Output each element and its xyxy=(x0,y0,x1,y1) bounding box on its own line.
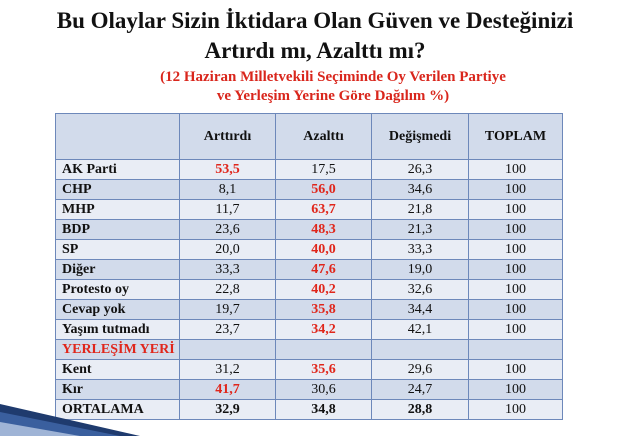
row-label: Kent xyxy=(56,360,180,380)
table-row xyxy=(56,220,563,240)
cell-total: 100 xyxy=(469,400,563,420)
cell-increased: 11,7 xyxy=(180,200,276,220)
cell-unchanged: 42,1 xyxy=(372,320,469,340)
table-row xyxy=(56,240,563,260)
cell-increased: 31,2 xyxy=(180,360,276,380)
results-table xyxy=(55,113,563,420)
slide-corner-decoration xyxy=(0,396,140,436)
cell-unchanged: 29,6 xyxy=(372,360,469,380)
row-label: MHP xyxy=(56,200,180,220)
row-label: Kır xyxy=(56,380,180,400)
row-label: Cevap yok xyxy=(56,300,180,320)
cell-increased: 32,9 xyxy=(180,400,276,420)
row-label: Diğer xyxy=(56,260,180,280)
cell-decreased: 34,2 xyxy=(276,320,372,340)
table-row xyxy=(56,160,563,180)
cell-decreased: 48,3 xyxy=(276,220,372,240)
cell-decreased: 40,2 xyxy=(276,280,372,300)
cell-total: 100 xyxy=(469,260,563,280)
section-empty-cell xyxy=(372,340,469,360)
section-empty-cell xyxy=(276,340,372,360)
header-cell-empty xyxy=(56,114,180,160)
cell-unchanged: 28,8 xyxy=(372,400,469,420)
cell-increased: 19,7 xyxy=(180,300,276,320)
table-row xyxy=(56,280,563,300)
cell-unchanged: 26,3 xyxy=(372,160,469,180)
table-row xyxy=(56,300,563,320)
row-label: Yaşım tutmadı xyxy=(56,320,180,340)
cell-decreased: 35,6 xyxy=(276,360,372,380)
row-label: CHP xyxy=(56,180,180,200)
cell-decreased: 47,6 xyxy=(276,260,372,280)
section-empty-cell xyxy=(180,340,276,360)
cell-increased: 22,8 xyxy=(180,280,276,300)
slide-title-line-2: Artırdı mı, Azalttı mı? xyxy=(204,38,426,63)
cell-total: 100 xyxy=(469,300,563,320)
cell-total: 100 xyxy=(469,240,563,260)
table-row xyxy=(56,320,563,340)
row-label: BDP xyxy=(56,220,180,240)
cell-increased: 33,3 xyxy=(180,260,276,280)
cell-decreased: 30,6 xyxy=(276,380,372,400)
row-label: AK Parti xyxy=(56,160,180,180)
cell-decreased: 35,8 xyxy=(276,300,372,320)
cell-unchanged: 24,7 xyxy=(372,380,469,400)
cell-unchanged: 32,6 xyxy=(372,280,469,300)
section-empty-cell xyxy=(469,340,563,360)
cell-increased: 41,7 xyxy=(180,380,276,400)
cell-unchanged: 21,3 xyxy=(372,220,469,240)
header-cell-unchanged: Değişmedi xyxy=(372,114,469,160)
slide-subtitle-line-2: ve Yerleşim Yerine Göre Dağılım %) xyxy=(216,88,450,104)
slide-title-line-1: Bu Olaylar Sizin İktidara Olan Güven ve Desteğinizi xyxy=(56,8,574,33)
cell-total: 100 xyxy=(469,380,563,400)
cell-increased: 8,1 xyxy=(180,180,276,200)
cell-decreased: 40,0 xyxy=(276,240,372,260)
cell-total: 100 xyxy=(469,200,563,220)
cell-total: 100 xyxy=(469,220,563,240)
table-row xyxy=(56,260,563,280)
cell-increased: 20,0 xyxy=(180,240,276,260)
table-header-row xyxy=(56,114,563,160)
cell-increased: 23,7 xyxy=(180,320,276,340)
cell-total: 100 xyxy=(469,280,563,300)
table-row xyxy=(56,200,563,220)
header-cell-increased: Arttırdı xyxy=(180,114,276,160)
section-row xyxy=(56,340,563,360)
cell-total: 100 xyxy=(469,180,563,200)
cell-total: 100 xyxy=(469,160,563,180)
cell-unchanged: 34,4 xyxy=(372,300,469,320)
cell-decreased: 17,5 xyxy=(276,160,372,180)
cell-decreased: 34,8 xyxy=(276,400,372,420)
cell-decreased: 63,7 xyxy=(276,200,372,220)
table-row xyxy=(56,180,563,200)
cell-increased: 23,6 xyxy=(180,220,276,240)
section-label: YERLEŞİM YERİ xyxy=(56,340,180,360)
cell-increased: 53,5 xyxy=(180,160,276,180)
header-cell-total: TOPLAM xyxy=(469,114,563,160)
row-label: Protesto oy xyxy=(56,280,180,300)
cell-decreased: 56,0 xyxy=(276,180,372,200)
header-cell-decreased: Azalttı xyxy=(276,114,372,160)
cell-unchanged: 34,6 xyxy=(372,180,469,200)
cell-total: 100 xyxy=(469,360,563,380)
row-label: ORTALAMA xyxy=(56,400,180,420)
cell-unchanged: 33,3 xyxy=(372,240,469,260)
table-row xyxy=(56,360,563,380)
cell-total: 100 xyxy=(469,320,563,340)
slide-subtitle-line-1: (12 Haziran Milletvekili Seçiminde Oy Verilen Partiye xyxy=(160,69,506,85)
cell-unchanged: 21,8 xyxy=(372,200,469,220)
row-label: SP xyxy=(56,240,180,260)
cell-unchanged: 19,0 xyxy=(372,260,469,280)
